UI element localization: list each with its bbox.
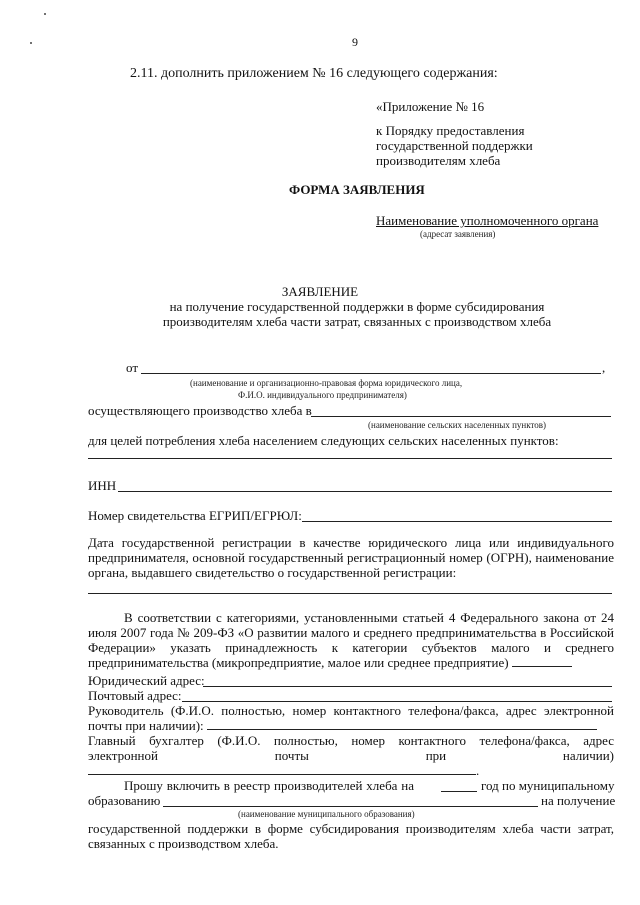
- scan-mark: [44, 13, 46, 15]
- appendix-line: государственной поддержки: [376, 138, 533, 153]
- appendix-line: к Порядку предоставления: [376, 123, 525, 138]
- production-label: осуществляющего производство хлеба в: [88, 403, 312, 418]
- registration-input-line[interactable]: [88, 593, 612, 594]
- from-caption: (наименование и организационно-правовая форма юридического лица,: [190, 378, 463, 388]
- registration-text: Дата государственной регистрации в качестве юридического лица или индивидуального предпринимателя, основной государственный регистрационный номер (ОГРН), наименование органа, выдавшего свидетельство о государственной регистрации:: [88, 535, 614, 580]
- statement-subtitle: производителям хлеба части затрат, связанных с производством хлеба: [162, 314, 552, 329]
- request-year-input-line[interactable]: [441, 791, 477, 792]
- request-line: связанных с производством хлеба.: [88, 836, 279, 851]
- appendix-title: «Приложение № 16: [376, 99, 485, 114]
- form-title: ФОРМА ЗАЯВЛЕНИЯ: [289, 182, 425, 197]
- inn-label: ИНН: [88, 478, 117, 493]
- director-label: Руководитель (Ф.И.О. полностью, номер контактного телефона/факса, адрес электронной почты при наличии):: [88, 703, 614, 733]
- from-label: от: [126, 360, 139, 375]
- request-part4: на получение: [541, 793, 616, 808]
- intro-text: 2.11. дополнить приложением № 16 следующего содержания:: [130, 66, 498, 81]
- appendix-line: производителям хлеба: [376, 153, 501, 168]
- statement-title: ЗАЯВЛЕНИЕ: [281, 284, 359, 299]
- cert-input-line[interactable]: [302, 521, 612, 522]
- purpose-input-line[interactable]: [88, 458, 612, 459]
- inn-input-line[interactable]: [118, 491, 612, 492]
- from-caption: Ф.И.О. индивидуального предпринимателя): [238, 390, 407, 400]
- comma: ,: [602, 360, 606, 375]
- municipality-caption: (наименование муниципального образования): [238, 809, 415, 819]
- municipality-input-line[interactable]: [163, 806, 538, 807]
- purpose-label: для целей потребления хлеба населением следующих сельских населенных пунктов:: [88, 433, 559, 448]
- legal-address-input-line[interactable]: [203, 686, 612, 687]
- cert-label: Номер свидетельства ЕГРИП/ЕГРЮЛ:: [88, 508, 302, 523]
- request-part3: образованию: [88, 793, 161, 808]
- postal-address-input-line[interactable]: [182, 701, 612, 702]
- accountant-label: Главный бухгалтер (Ф.И.О. полностью, номер контактного телефона/факса, адрес электронной почты при наличии) .: [88, 733, 614, 778]
- production-input-line[interactable]: [311, 416, 611, 417]
- scan-mark: [30, 42, 32, 44]
- from-input-line[interactable]: [141, 373, 601, 374]
- addressee-caption: (адресат заявления): [420, 229, 496, 239]
- page-number: 9: [352, 35, 358, 49]
- statement-subtitle: на получение государственной поддержки в форме субсидирования: [169, 299, 545, 314]
- legal-address-label: Юридический адрес:: [88, 673, 205, 688]
- request-part2: год по муниципальному: [481, 778, 615, 793]
- request-part1: Прошу включить в реестр производителей хлеба на: [124, 778, 414, 793]
- category-text: В соответствии с категориями, установленными статьей 4 Федерального закона от 24 июля 2007 года № 209-ФЗ «О развитии малого и среднего предпринимательства в Российской Федерации» указать принадлежность к категории субъектов малого и среднего предпринимательства (микропредприятие, малое или среднее предприятие): [88, 610, 614, 670]
- addressee-name: Наименование уполномоченного органа: [376, 213, 599, 228]
- postal-address-label: Почтовый адрес:: [88, 688, 182, 703]
- production-caption: (наименование сельских населенных пунктов): [368, 420, 547, 430]
- request-line: государственной поддержки в форме субсидирования производителям хлеба части затрат,: [88, 821, 614, 836]
